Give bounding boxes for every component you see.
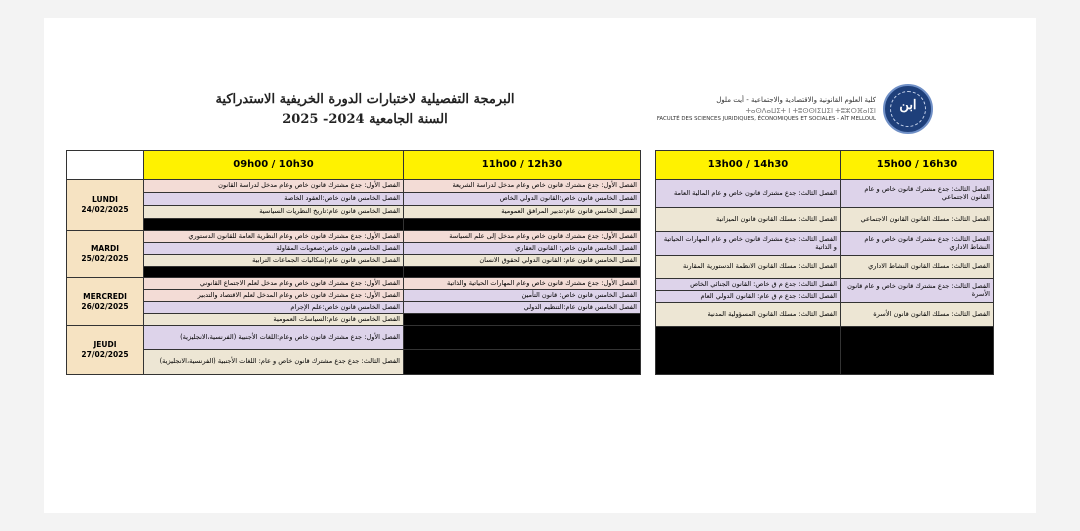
exam-cell: الفصل الأول: جدع مشترك قانون خاص وعام مدخل لدراسة الشريعة — [404, 180, 641, 193]
separator-row — [404, 267, 641, 278]
academic-year: السنة الجامعية 2024- 2025 — [282, 112, 448, 127]
exam-cell: الفصل الثالث: جدع م ق عام: القانون الدولي العام — [656, 291, 841, 303]
exam-cell: الفصل الثالث: جدع م ق خاص: القانون الجنائي الخاص — [656, 279, 841, 291]
exam-cell: الفصل الخامس قانون خاص:علم الإجرام — [144, 302, 404, 314]
exam-cell: الفصل الثالث: جدع مشترك قانون خاص و عام المهارات الحياتية و الذاتية — [656, 232, 841, 256]
exam-cell: الفصل الأول: جدع مشترك قانون خاص وعام مدخل لعلم الاجتماع القانوني — [144, 278, 404, 290]
exam-cell: الفصل الخامس قانون خاص:العقود الخاصة — [144, 193, 404, 206]
exam-cell: الفصل الأول: جدع مشترك قانون خاص وعام مدخل لدراسة القانون — [144, 180, 404, 193]
faculty-name-french: FACULTÉ DES SCIENCES JURIDIQUES, ÉCONOMIQUES ET SOCIALES - AÏT MELLOUL — [656, 116, 876, 122]
exam-cell: الفصل الخامس قانون عام:السياسات العمومية — [144, 314, 404, 326]
exam-cell: الفصل الثالث: جدع مشترك قانون خاص و عام قانون الأسرة — [841, 279, 994, 303]
separator-row — [404, 219, 641, 231]
exam-cell: الفصل الثالث: مسلك القانون قانون الميزانية — [656, 208, 841, 232]
time-header-1100: 11h00 / 12h30 — [404, 151, 641, 180]
day-thursday: JEUDI 27/02/2025 — [67, 326, 144, 375]
exam-cell: الفصل الثالث: مسلك القانون الانظمة الدستورية المقارنة — [656, 256, 841, 279]
day-monday: LUNDI 24/02/2025 — [67, 180, 144, 231]
time-header-1300: 13h00 / 14h30 — [656, 151, 841, 180]
time-header-1500: 15h00 / 16h30 — [841, 151, 994, 180]
exam-cell: الفصل الأول: جدع مشترك قانون خاص وعام النظرية العامة للقانون الدستوري — [144, 231, 404, 243]
separator-row — [144, 267, 404, 278]
day-tuesday: MARDI 25/02/2025 — [67, 231, 144, 278]
exam-cell: الفصل الخامس قانون خاص: القانون العقاري — [404, 243, 641, 255]
exam-cell: الفصل الخامس قانون خاص: قانون التأمين — [404, 290, 641, 302]
exam-cell: الفصل الثالث: جدع جدع مشترك قانون خاص و عام: اللغات الأجنبية (الفرنسية،الانجليزية) — [144, 350, 404, 375]
exam-cell: الفصل الثالث: مسلك القانون المسؤولية المدنية — [656, 303, 841, 327]
afternoon-schedule-table — [655, 150, 994, 375]
exam-cell: الفصل الثالث: مسلك القانون النشاط الاداري — [841, 256, 994, 279]
schedule-title: البرمجة التفصيلية لاختبارات الدورة الخريفية الاستدراكية — [215, 92, 515, 107]
blank-cell — [841, 327, 994, 375]
blank-cell — [656, 327, 841, 375]
blank-cell — [404, 350, 641, 375]
exam-cell: الفصل الأول: جدع مشترك قانون خاص وعام مدخل إلى علم السياسة — [404, 231, 641, 243]
blank-cell — [404, 326, 641, 350]
faculty-name-arabic: كلية العلوم القانونية والاقتصادية والاجتماعية - أيت ملول — [716, 96, 876, 104]
exam-cell: الفصل الخامس قانون عام: القانون الدولي لحقوق الانسان — [404, 255, 641, 267]
university-logo: ابن — [883, 84, 933, 134]
exam-cell: الفصل الأول: جدع مشترك قانون خاص وعام المدخل لعلم الاقتصاد والتدبير — [144, 290, 404, 302]
exam-cell: الفصل الخامس قانون عام:تدبير المرافق العمومية — [404, 206, 641, 219]
exam-cell: الفصل الثالث: جدع مشترك قانون خاص و عام المالية العامة — [656, 180, 841, 208]
exam-cell: الفصل الخامس قانون عام:التنظيم الدولي — [404, 302, 641, 314]
exam-cell: الفصل الثالث: جدع مشترك قانون خاص و عام القانون الاجتماعي — [841, 180, 994, 208]
morning-schedule-table — [66, 150, 641, 375]
exam-cell: الفصل الثالث: جدع مشترك قانون خاص و عام النشاط الاداري — [841, 232, 994, 256]
exam-cell: الفصل الخامس قانون عام:تاريخ النظريات السياسية — [144, 206, 404, 219]
day-wednesday: MERCREDI 26/02/2025 — [67, 278, 144, 326]
exam-cell: الفصل الخامس قانون خاص:القانون الدولي الخاص — [404, 193, 641, 206]
separator-row — [144, 219, 404, 231]
exam-cell: الفصل الخامس قانون خاص:صعوبات المقاولة — [144, 243, 404, 255]
exam-cell: الفصل الأول: جدع مشترك قانون خاص وعام المهارات الحياتية والذاتية — [404, 278, 641, 290]
blank-cell — [404, 314, 641, 326]
exam-cell: الفصل الخامس قانون عام:إشكاليات الجماعات الترابية — [144, 255, 404, 267]
exam-cell: الفصل الأول: جدع مشترك قانون خاص وعام:اللغات الأجنبية (الفرنسية،الانجليزية) — [144, 326, 404, 350]
faculty-name-tifinagh: ⵜⴰⵙⴷⴰⵡⵉⵜ ⵏ ⵜⵓⵙⵙⵏⵉⵡⵉⵏ ⵜⵓⵣⵔⴼⴰⵏⵉⵏ — [745, 107, 876, 115]
exam-cell: الفصل الثالث: مسلك القانون القانون الاجتماعي — [841, 208, 994, 232]
exam-cell: الفصل الثالث: مسلك القانون قانون الأسرة — [841, 303, 994, 327]
time-header-0900: 09h00 / 10h30 — [144, 151, 404, 180]
